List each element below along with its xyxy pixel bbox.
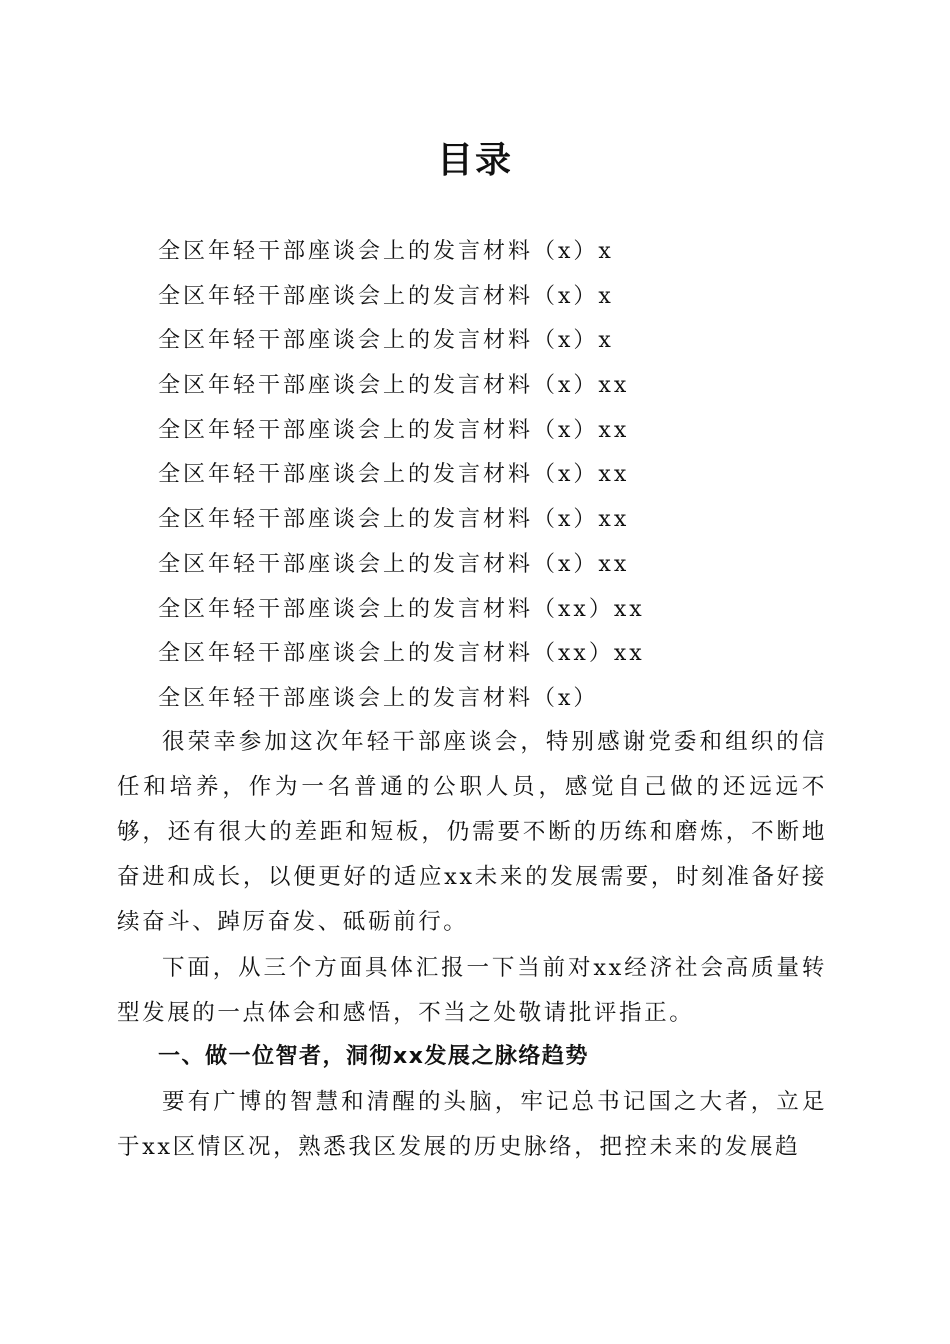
section-paragraph: 要有广博的智慧和清醒的头脑，牢记总书记国之大者，立足于xx区情区况，熟悉我区发展的历史脉络，把控未来的发展趋 [117, 1089, 827, 1160]
toc-item[interactable]: 全区年轻干部座谈会上的发言材料（x）xx [158, 551, 630, 577]
toc-item[interactable]: 全区年轻干部座谈会上的发言材料（xx）xx [158, 641, 645, 667]
toc-item[interactable]: 全区年轻干部座谈会上的发言材料（x） [158, 685, 599, 711]
toc-item[interactable]: 全区年轻干部座谈会上的发言材料（x）x [158, 328, 614, 354]
body-paragraph-intro: 很荣幸参加这次年轻干部座谈会，特别感谢党委和组织的信任和培养，作为一名普通的公职人员，感觉自己做的还远远不够，还有很大的差距和短板，仍需要不断的历练和磨炼，不断地奋进和成长，以便更好的适应xx未来的发展需要，时刻准备好接续奋斗、踔厉奋发、砥砺前行。 [117, 729, 827, 935]
toc-item[interactable]: 全区年轻干部座谈会上的发言材料（xx）xx [158, 596, 645, 622]
body-paragraph-overview: 下面，从三个方面具体汇报一下当前对xx经济社会高质量转型发展的一点体会和感悟，不当之处敬请批评指正。 [117, 955, 827, 1026]
toc-item[interactable]: 全区年轻干部座谈会上的发言材料（x）xx [158, 373, 630, 399]
toc-item[interactable]: 全区年轻干部座谈会上的发言材料（x）xx [158, 462, 630, 488]
section-heading: 一、做一位智者，洞彻xx发展之脉络趋势 [158, 1044, 589, 1069]
table-of-contents [158, 230, 645, 722]
page-title: 目录 [436, 139, 513, 181]
toc-item[interactable]: 全区年轻干部座谈会上的发言材料（x）x [158, 239, 614, 264]
toc-item[interactable]: 全区年轻干部座谈会上的发言材料（x）xx [158, 507, 630, 533]
toc-item[interactable]: 全区年轻干部座谈会上的发言材料（x）x [158, 283, 614, 309]
toc-item[interactable]: 全区年轻干部座谈会上的发言材料（x）xx [158, 417, 630, 443]
